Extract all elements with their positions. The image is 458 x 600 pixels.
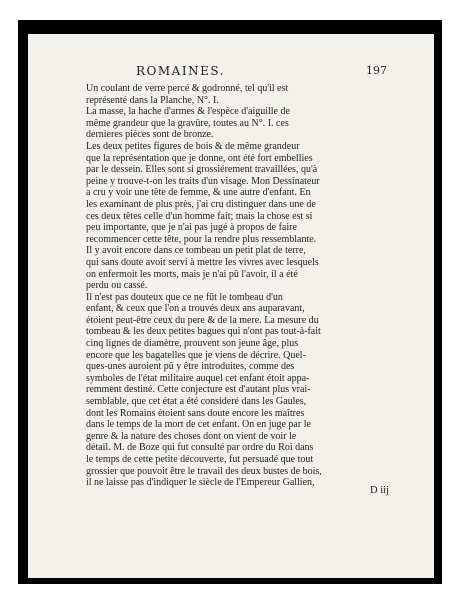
text-line: encore que les bagatelles que je viens de décrire. Quel- — [86, 349, 306, 361]
text-line: il ne laisse pas d'indiquer le siècle de l'Empereur Gallien, — [86, 477, 315, 489]
text-line: représenté dans la Planche, N°. I. — [86, 94, 219, 106]
text-line: dernieres pièces sont de bronze. — [86, 129, 214, 141]
text-line: ces deux têtes celle d'un homme fait; mais la chose est si — [86, 210, 313, 222]
text-line: même grandeur que la gravûre, toutes au N°. I. ces — [86, 117, 289, 129]
body-text — [86, 83, 426, 489]
text-line: Un coulant de verre percé & godronné, tel qu'il est — [86, 83, 289, 94]
text-line: cinq lignes de diamètre, prouvent son jeune âge, plus — [86, 338, 299, 350]
text-line: par le dessein. Elles sont si grossiérement travaillées, qu'à — [86, 164, 318, 176]
text-line: symboles de l'état militaire auquel cet enfant étoit appa- — [86, 372, 310, 384]
text-line: Il y avoit encore dans ce tombeau un petit plat de terre, — [86, 245, 306, 257]
text-line: recommencer cette tête, pour la rendre plus ressemblante. — [86, 233, 317, 245]
text-line: dans le temps de la mort de cet enfant. On en juge par le — [86, 419, 311, 431]
text-line: dont les Romains étoient sans doute encore les maîtres — [86, 407, 305, 419]
text-line: genre & la nature des choses dont on vient de voir le — [86, 430, 297, 442]
text-line: on enfermoit les morts, mais je n'ai pû l'avoir, il a été — [86, 268, 298, 280]
text-line: détail. M. de Boze qui fut consulté par ordre du Roi dans — [86, 442, 314, 454]
text-line: étoient peut-être ceux du pere & de la mere. La mesure du — [86, 314, 319, 326]
text-line: a cru y voir une tête de femme, & une autre d'enfant. En — [86, 187, 311, 199]
text-line: perdu ou cassé. — [86, 280, 148, 292]
text-line: grossier que pouvoit être le travail des deux bustes de bois, — [86, 465, 322, 477]
text-line: peu importante, que je n'ai pas jugé à propos de faire — [86, 222, 297, 234]
running-head: ROMAINES. — [136, 64, 225, 78]
text-line: remment destiné. Cette conjecture est d'autant plus vrai- — [86, 384, 311, 396]
text-line: La masse, la hache d'armes & l'espèce d'aiguille de — [86, 106, 290, 118]
text-line: que la représentation que je donne, ont été fort embellies — [86, 152, 313, 164]
text-line: Les deux petites figures de bois & de même grandeur — [86, 140, 300, 152]
text-line: qui sans doute avoit servi à mettre les vivres avec lesquels — [86, 256, 319, 268]
text-line: Il n'est pas douteux que ce ne fût le tombeau d'un — [86, 291, 283, 303]
book-page — [28, 34, 434, 578]
text-line: le temps de cette petite découverte, fut persuadé que tout — [86, 454, 314, 465]
text-line: peine y trouve-t-on les traits d'un visage. Mon Dessinateur — [86, 175, 320, 187]
text-line: ques-unes auroient pû y être introduites, comme des — [86, 361, 295, 373]
text-line: enfant, & ceux que l'on a trouvés deux ans auparavant, — [86, 303, 305, 315]
page-header — [28, 64, 434, 80]
text-line: les examinant de plus près, j'ai cru distinguer dans une de — [86, 198, 316, 210]
text-line: semblable, que cet état a été consideré dans les Gaules, — [86, 396, 307, 408]
text-line: tombeau & les deux petites bagues qui n'ont pas tout-à-fait — [86, 326, 321, 338]
page-number: 197 — [366, 64, 387, 77]
signature-mark: D iij — [370, 485, 389, 496]
